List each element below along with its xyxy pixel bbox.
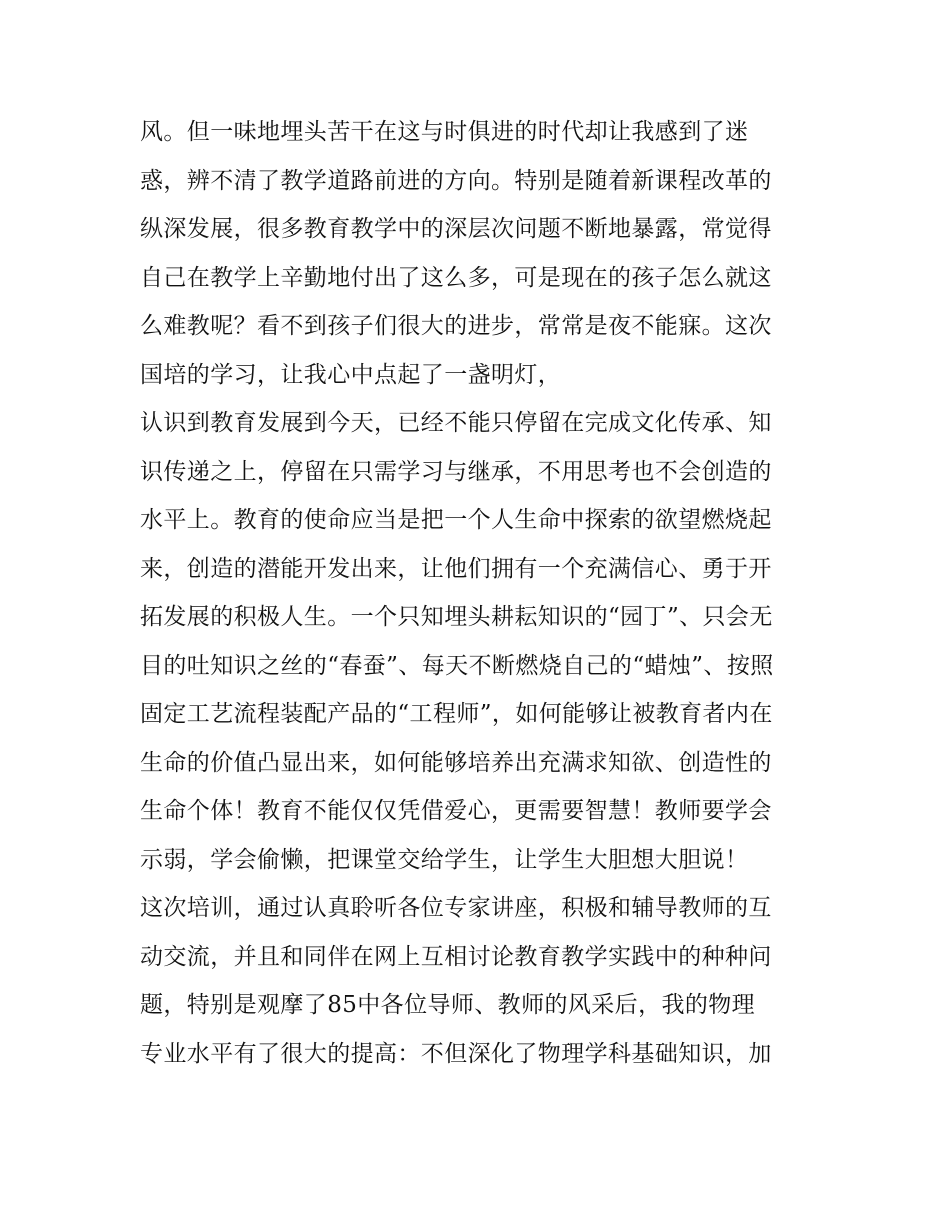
- text-line: 这次培训，通过认真聆听各位专家讲座，积极和辅导教师的互: [140, 895, 772, 921]
- text-line: 固定工艺流程装配产品的“工程师”，如何能够让被教育者内在: [140, 701, 773, 727]
- text-line: 生命的价值凸显出来，如何能够培养出充满求知欲、创造性的: [140, 749, 772, 776]
- text-line: 来，创造的潜能开发出来，让他们拥有一个充满信心、勇于开: [140, 555, 772, 582]
- text-line: 目的吐知识之丝的“春蚕”、每天不断燃烧自己的“蜡烛”、按照: [140, 652, 774, 679]
- text-line: 识传递之上，停留在只需学习与继承，不用思考也不会创造的: [140, 458, 772, 485]
- text-line: 认识到教育发展到今天，已经不能只停留在完成文化传承、知: [140, 410, 772, 436]
- text-line: 拓发展的积极人生。一个只知埋头耕耘知识的“园丁”、只会无: [140, 604, 773, 630]
- text-line: 示弱，学会偷懒，把课堂交给学生，让学生大胆想大胆说！: [140, 846, 749, 873]
- body-text: [140, 108, 820, 1078]
- text-line: 题，特别是观摩了85中各位导师、教师的风采后，我的物理: [140, 992, 756, 1018]
- text-line: 生命个体！教育不能仅仅凭借爱心，更需要智慧！教师要学会: [140, 798, 772, 824]
- text-line: 动交流，并且和同伴在网上互相讨论教育教学实践中的种种问: [140, 943, 772, 970]
- text-line: 自己在教学上辛勤地付出了这么多，可是现在的孩子怎么就这: [140, 264, 772, 291]
- text-line: 么难教呢？看不到孩子们很大的进步，常常是夜不能寐。这次: [140, 313, 772, 339]
- text-line: 风。但一味地埋头苦干在这与时俱进的时代却让我感到了迷: [140, 119, 749, 145]
- text-line: 国培的学习，让我心中点起了一盏明灯，: [140, 361, 562, 388]
- text-line: 纵深发展，很多教育教学中的深层次问题不断地暴露，常觉得: [140, 216, 772, 242]
- text-line: 专业水平有了很大的提高：不但深化了物理学科基础知识，加: [140, 1040, 772, 1067]
- text-line: 水平上。教育的使命应当是把一个人生命中探索的欲望燃烧起: [140, 507, 772, 533]
- text-line: 惑，辨不清了教学道路前进的方向。特别是随着新课程改革的: [140, 167, 772, 194]
